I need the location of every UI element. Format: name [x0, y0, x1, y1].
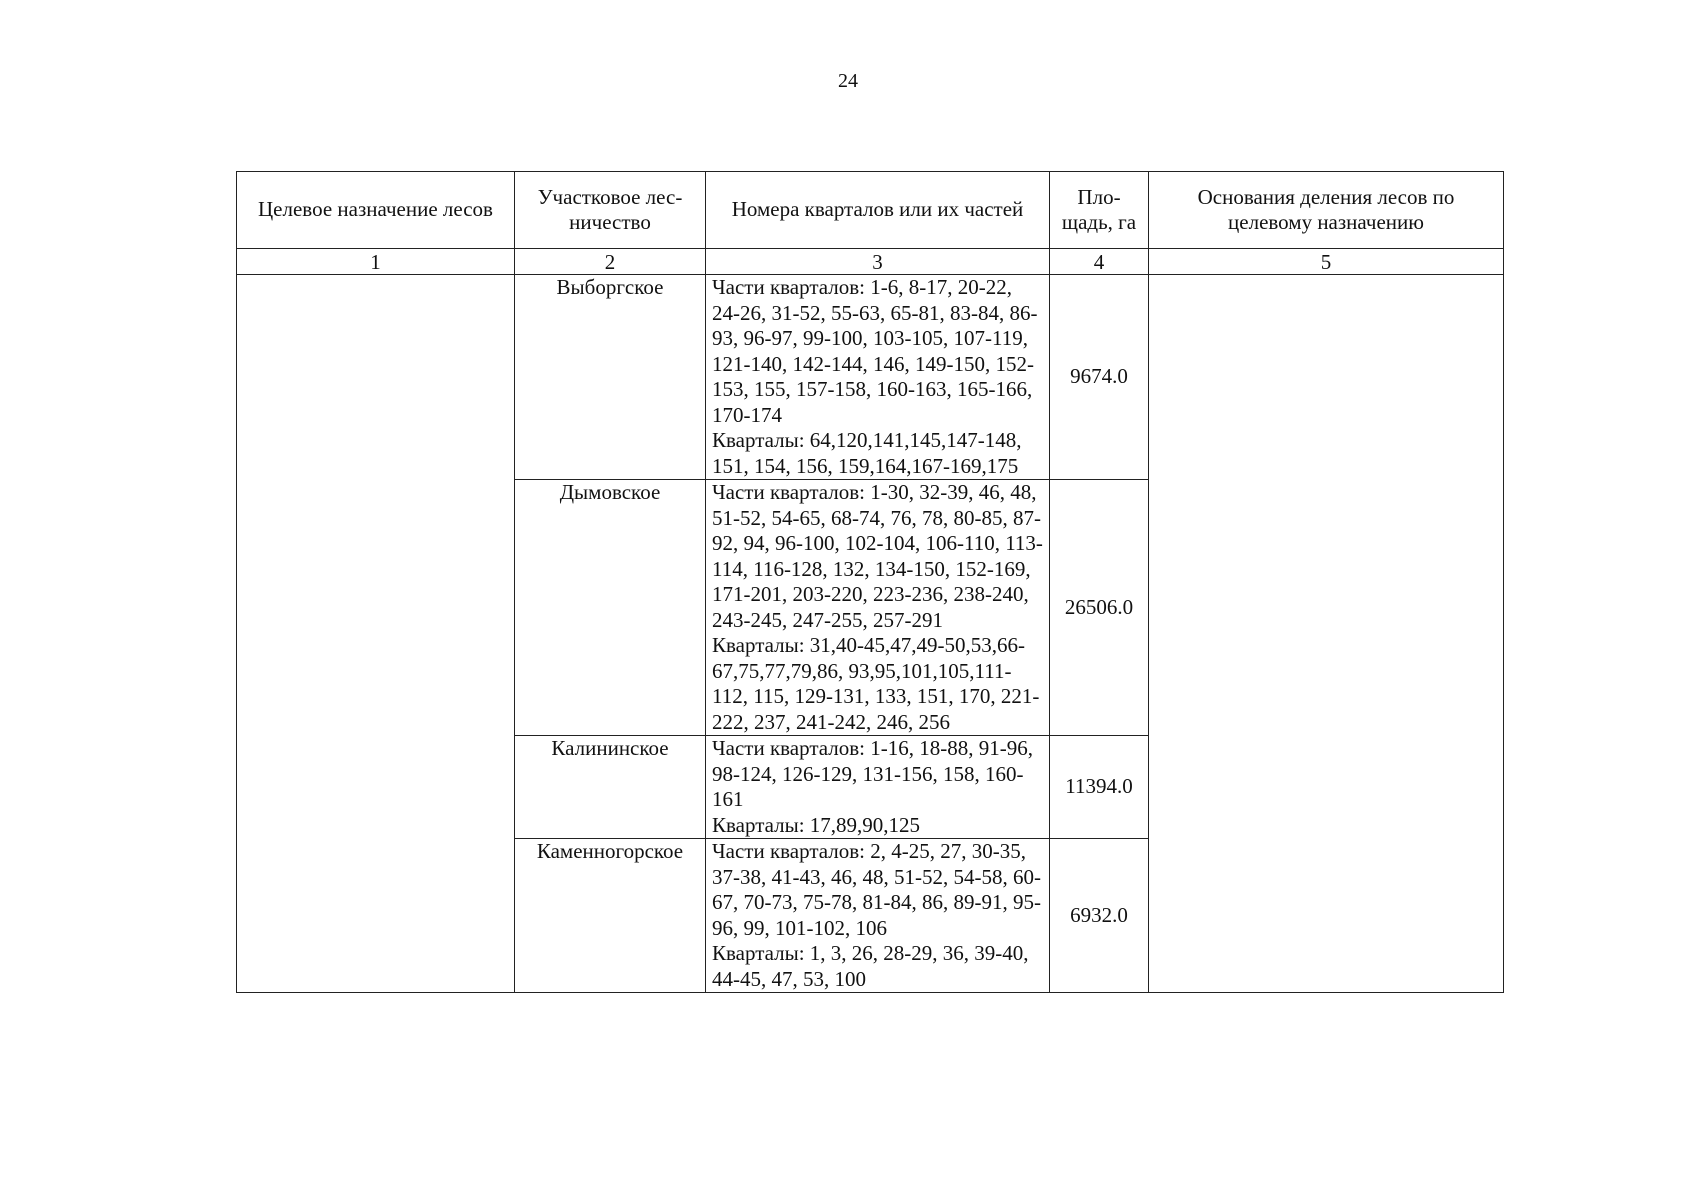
header-basis: Основания деления лесов по целевому назначению: [1149, 172, 1504, 249]
block-numbers: [706, 480, 1050, 736]
district-name: Калининское: [515, 736, 706, 839]
partial-blocks: Части кварталов: 1-6, 8-17, 20-22, 24-26, 31-52, 55-63, 65-81, 83-84, 86-93, 96-97, 99-100, 103-105, 107-119, 121-140, 142-144, 146, 149-150, 152-153, 155, 157-158, 160-163, 165-166, 170-174: [712, 275, 1038, 427]
area-value: 9674.0: [1050, 275, 1149, 480]
page-number: 24: [838, 70, 858, 92]
header-area: Пло-щадь, га: [1050, 172, 1149, 249]
forest-division-table: [236, 171, 1504, 993]
table-row: [237, 275, 1504, 480]
column-number: 4: [1050, 249, 1149, 275]
block-numbers: [706, 275, 1050, 480]
whole-blocks: Кварталы: 31,40-45,47,49-50,53,66-67,75,77,79,86, 93,95,101,105,111-112, 115, 129-131, 133, 151, 170, 221-222, 237, 241-242, 246, 256: [712, 633, 1040, 734]
area-value: 26506.0: [1050, 480, 1149, 736]
whole-blocks: Кварталы: 1, 3, 26, 28-29, 36, 39-40, 44-45, 47, 53, 100: [712, 941, 1029, 991]
whole-blocks: Кварталы: 17,89,90,125: [712, 812, 921, 837]
column-number: 1: [237, 249, 515, 275]
column-number-row: [237, 249, 1504, 275]
header-purpose: Целевое назначение лесов: [237, 172, 515, 249]
area-value: 11394.0: [1050, 736, 1149, 839]
block-numbers: [706, 839, 1050, 993]
district-name: Дымовское: [515, 480, 706, 736]
purpose-cell: [237, 275, 515, 993]
column-number: 3: [706, 249, 1050, 275]
district-name: Каменногорское: [515, 839, 706, 993]
block-numbers: [706, 736, 1050, 839]
header-block-numbers: Номера кварталов или их частей: [706, 172, 1050, 249]
column-number: 2: [515, 249, 706, 275]
whole-blocks: Кварталы: 64,120,141,145,147-148, 151, 154, 156, 159,164,167-169,175: [712, 428, 1022, 478]
header-row: [237, 172, 1504, 249]
district-name: Выборгское: [515, 275, 706, 480]
column-number: 5: [1149, 249, 1504, 275]
partial-blocks: Части кварталов: 1-30, 32-39, 46, 48, 51-52, 54-65, 68-74, 76, 78, 80-85, 87-92, 94, 96-100, 102-104, 106-110, 113-114, 116-128, 132, 134-150, 152-169, 171-201, 203-220, 223-236, 238-240, 243-245, 247-255, 257-291: [712, 480, 1043, 632]
area-value: 6932.0: [1050, 839, 1149, 993]
partial-blocks: Части кварталов: 1-16, 18-88, 91-96, 98-124, 126-129, 131-156, 158, 160-161: [712, 736, 1033, 811]
partial-blocks: Части кварталов: 2, 4-25, 27, 30-35, 37-38, 41-43, 46, 48, 51-52, 54-58, 60-67, 70-73, 75-78, 81-84, 86, 89-91, 95-96, 99, 101-102, 106: [712, 839, 1041, 940]
header-district: Участковое лес-ничество: [515, 172, 706, 249]
basis-cell: [1149, 275, 1504, 993]
